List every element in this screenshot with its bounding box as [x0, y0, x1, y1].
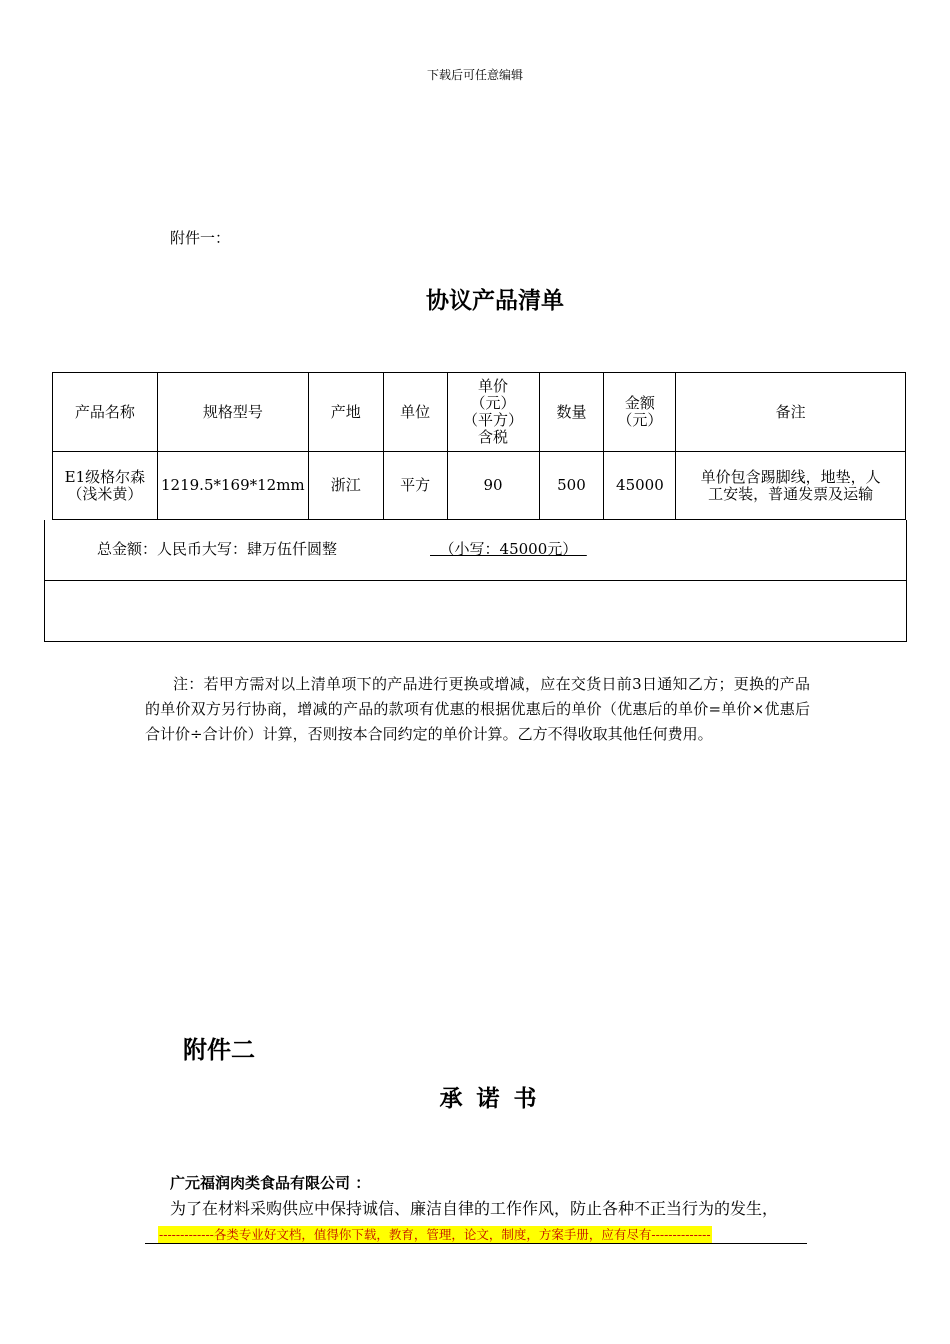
note-paragraph: 注：若甲方需对以上清单项下的产品进行更换或增减，应在交货日前3日通知乙方；更换的产品的单价双方另行协商，增减的产品的款项有优惠的根据优惠后的单价（优惠后的单价=单价×优惠后合计价÷合计价）计算，否则按本合同约定的单价计算。乙方不得收取其他任何费用。	[145, 675, 810, 743]
header-unit-price-line3: （平方）	[463, 411, 524, 429]
header-unit: 单位	[383, 373, 447, 452]
cell-unit: 平方	[383, 452, 447, 520]
header-product-name: 产品名称	[53, 373, 158, 452]
cell-spec: 1219.5*169*12mm	[157, 452, 308, 520]
total-amount-box	[44, 520, 907, 642]
total-amount-label: 总金额：人民币大写：肆万伍仟圆整	[97, 540, 338, 558]
attachment-2-label: 附件二	[183, 1036, 255, 1064]
cell-product-name-line1: E1级格尔森	[64, 467, 146, 486]
header-note: 下载后可任意编辑	[426, 68, 523, 82]
total-amount-row	[45, 520, 906, 581]
header-amount-line1: 金额	[624, 394, 655, 412]
footer-divider	[145, 1243, 807, 1244]
cell-product-name	[53, 452, 158, 520]
table-header-row	[53, 373, 906, 452]
header-origin: 产地	[308, 373, 383, 452]
cell-quantity: 500	[539, 452, 604, 520]
commitment-title: 承诺书	[439, 1085, 551, 1112]
header-quantity: 数量	[539, 373, 604, 452]
table-row	[53, 452, 906, 520]
cell-remark	[676, 452, 906, 520]
commitment-paragraph: 为了在材料采购供应中保持诚信、廉洁自律的工作作风，防止各种不正当行为的发生，	[170, 1199, 779, 1218]
footer-banner: -------------各类专业好文档，值得你下载，教育，管理，论文，制度，方案手册，应有尽有--------------	[159, 1227, 711, 1242]
product-table	[52, 372, 906, 520]
cell-unit-price: 90	[447, 452, 539, 520]
header-unit-price	[447, 373, 539, 452]
cell-origin: 浙江	[308, 452, 383, 520]
cell-amount: 45000	[604, 452, 676, 520]
cell-remark-line1: 单价包含踢脚线，地垫，人	[700, 467, 881, 486]
header-unit-price-line1: 单价	[478, 377, 509, 395]
header-amount-line2: （元）	[617, 411, 663, 429]
cell-remark-line2: 工安装，普通发票及运输	[708, 484, 874, 503]
header-spec: 规格型号	[157, 373, 308, 452]
header-unit-price-line4: 含税	[478, 428, 509, 446]
product-list-title: 协议产品清单	[426, 288, 564, 314]
attachment-1-label: 附件一：	[170, 229, 231, 247]
header-remark: 备注	[676, 373, 906, 452]
company-addressee: 广元福润肉类食品有限公司 ：	[170, 1174, 371, 1192]
cell-product-name-line2: （浅米黄）	[67, 484, 143, 503]
header-unit-price-line2: （元）	[470, 394, 516, 412]
header-amount	[604, 373, 676, 452]
total-amount-small: （小写：45000元）	[430, 540, 587, 558]
